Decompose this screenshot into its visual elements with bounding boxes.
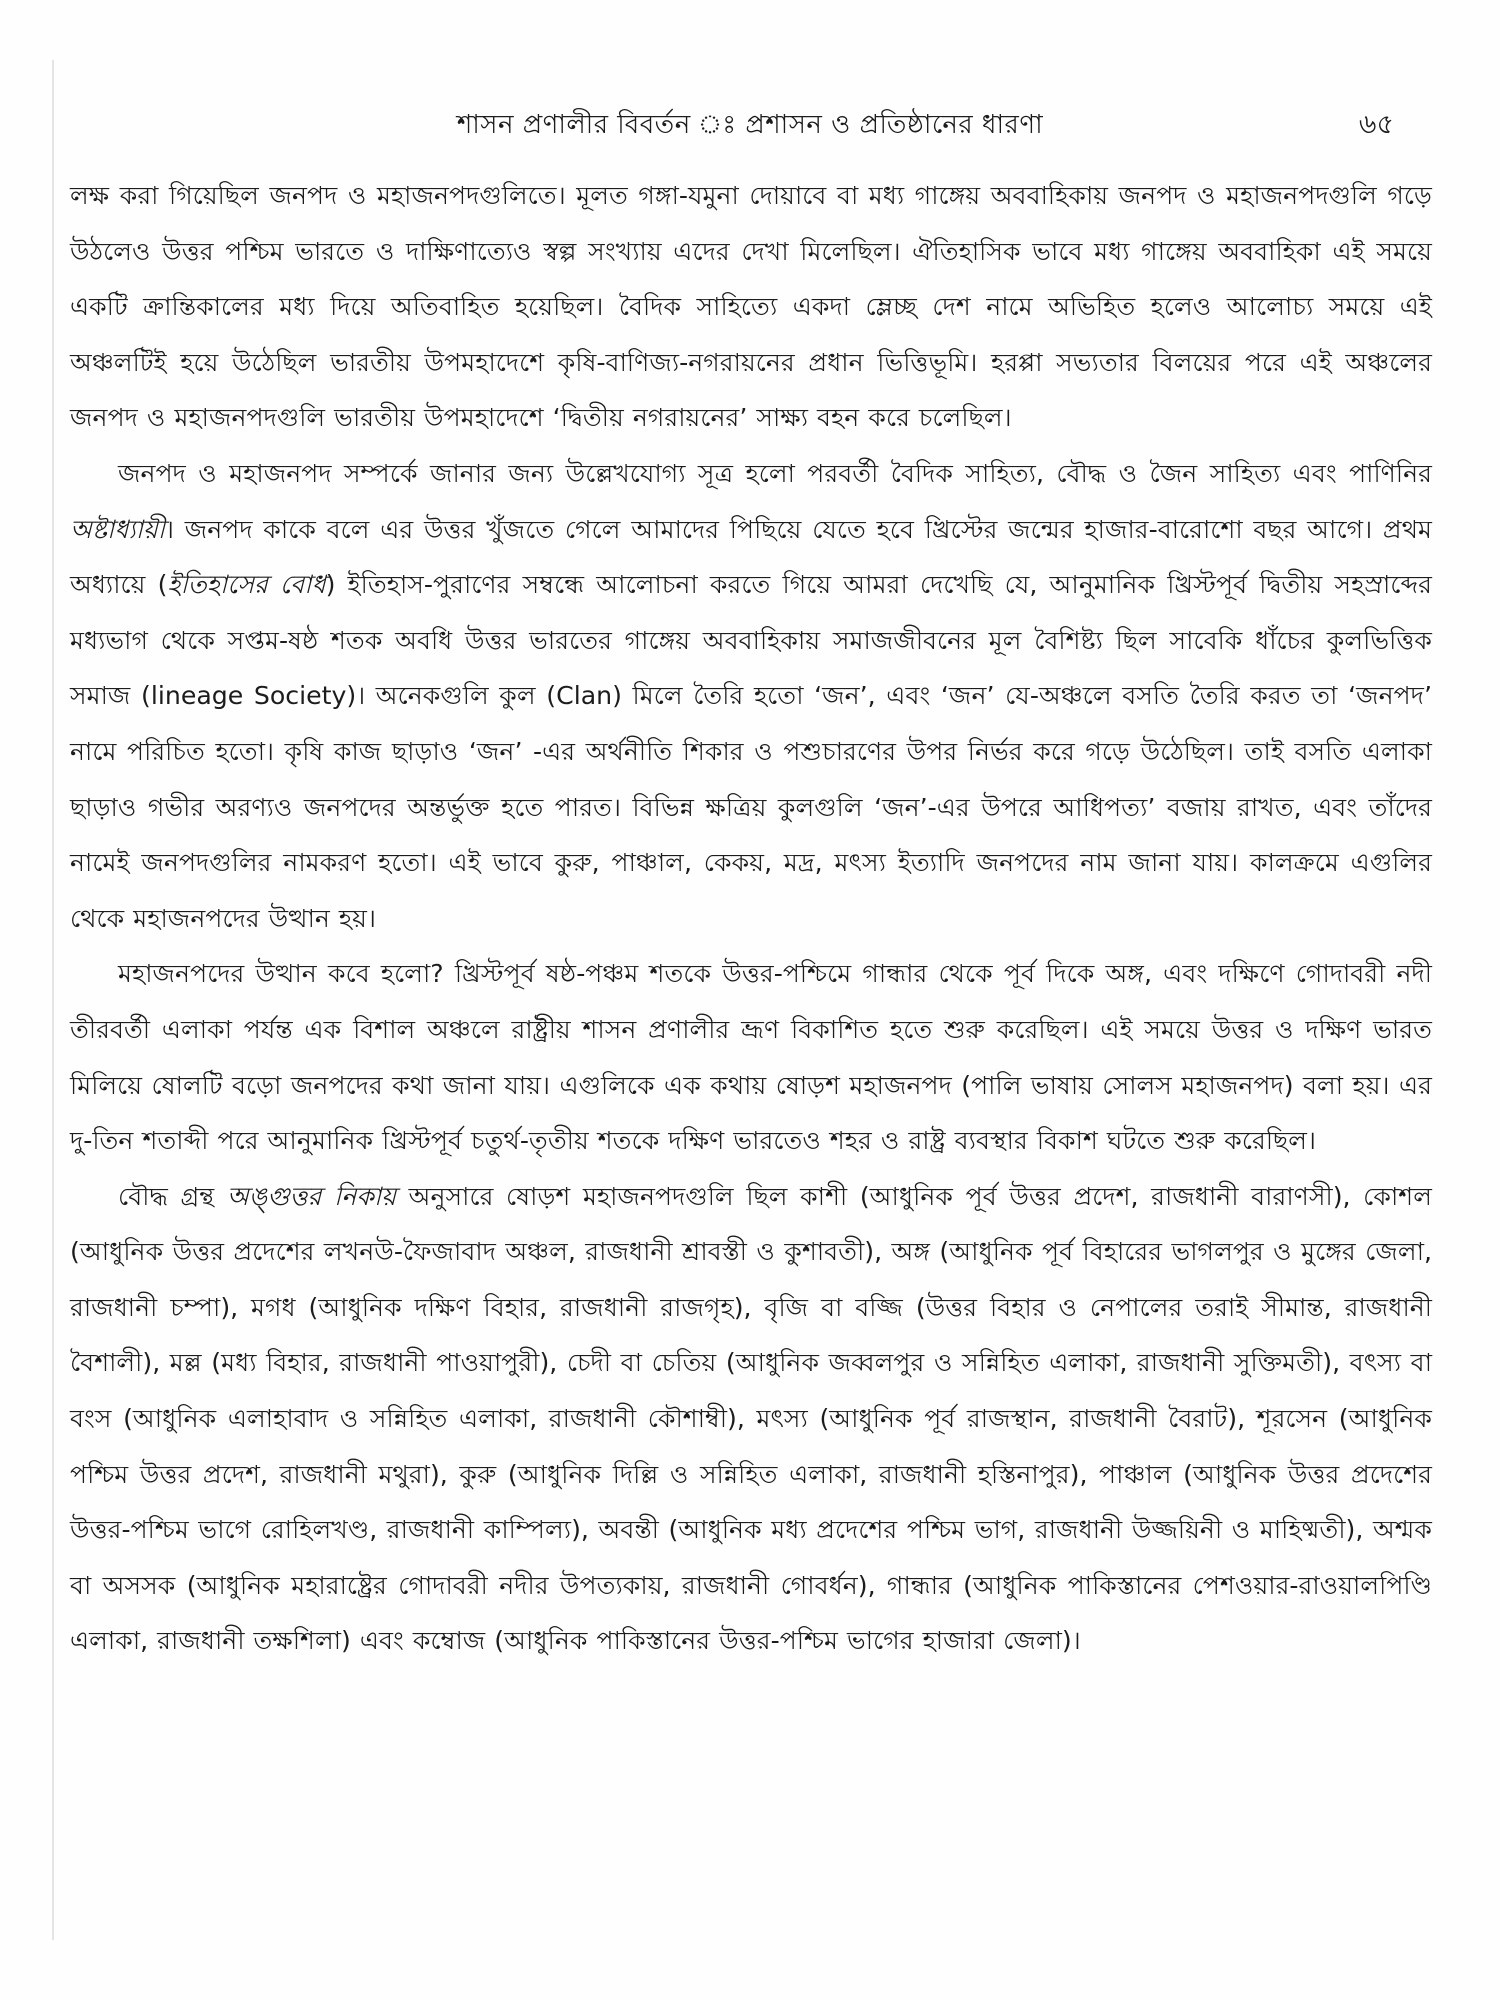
- body-text: [70, 168, 1432, 1669]
- book-title-anguttara-nikaya: অঙ্গুত্তর নিকায়: [226, 1181, 397, 1211]
- chapter-title: শাসন প্রণালীর বিবর্তন ঃ প্রশাসন ও প্রতিষ্ঠানের ধারণা: [456, 110, 1044, 140]
- paragraph-2: [70, 446, 1432, 946]
- page-number: ৬৫: [1358, 109, 1394, 140]
- paragraph-3: মহাজনপদের উত্থান কবে হলো? খ্রিস্টপূর্ব ষষ্ঠ-পঞ্চম শতকে উত্তর-পশ্চিমে গান্ধার থেকে পূর্ব দিকে অঙ্গ, এবং দক্ষিণে গোদাবরী নদী তীরবর্তী এলাকা পর্যন্ত এক বিশাল অঞ্চলে রাষ্ট্রীয় শাসন প্রণালীর ভ্রূণ বিকাশিত হতে শুরু করেছিল। এই সময়ে উত্তর ও দক্ষিণ ভারত মিলিয়ে ষোলটি বড়ো জনপদের কথা জানা যায়। এগুলিকে এক কথায় ষোড়শ মহাজনপদ (পালি ভাষায় সোলস মহাজনপদ) বলা হয়। এর দু-তিন শতাব্দী পরে আনুমানিক খ্রিস্টপূর্ব চতুর্থ-তৃতীয় শতকে দক্ষিণ ভারতেও শহর ও রাষ্ট্র ব্যবস্থার বিকাশ ঘটতে শুরু করেছিল।: [70, 959, 1432, 1156]
- paragraph-4-text-a: বৌদ্ধ গ্রন্থ: [118, 1181, 227, 1211]
- paragraph-2-text-a: জনপদ ও মহাজনপদ সম্পর্কে জানার জন্য উল্লেখযোগ্য সূত্র হলো পরবর্তী বৈদিক সাহিত্য, বৌদ্ধ ও জৈন সাহিত্য এবং পাণিনির: [118, 458, 1432, 488]
- paragraph-2-text-c: ) ইতিহাস-পুরাণের সম্বন্ধে আলোচনা করতে গিয়ে আমরা দেখেছি যে, আনুমানিক খ্রিস্টপূর্ব দ্বিতীয় সহস্রাব্দের মধ্যভাগ থেকে সপ্তম-ষষ্ঠ শতক অবধি উত্তর ভারতের গাঙ্গেয় অববাহিকায় সমাজজীবনের মূল বৈশিষ্ট্য ছিল সাবেকি ধাঁচের কুলভিত্তিক সমাজ (lineage Society)। অনেকগুলি কুল (Clan) মিলে তৈরি হতো ‘জন’, এবং ‘জন’ যে-অঞ্চলে বসতি তৈরি করত তা ‘জনপদ’ নামে পরিচিত হতো। কৃষি কাজ ছাড়াও ‘জন’ -এর অর্থনীতি শিকার ও পশুচারণের উপর নির্ভর করে গড়ে উঠেছিল। তাই বসতি এলাকা ছাড়াও গভীর অরণ্যও জনপদের অন্তর্ভুক্ত হতে পারত। বিভিন্ন ক্ষত্রিয় কুলগুলি ‘জন’-এর উপরে আধিপত্য’ বজায় রাখত, এবং তাঁদের নামেই জনপদগুলির নামকরণ হতো। এই ভাবে কুরু, পাঞ্চাল, কেকয়, মদ্র, মৎস্য ইত্যাদি জনপদের নাম জানা যায়। কালক্রমে এগুলির থেকে মহাজনপদের উত্থান হয়।: [70, 570, 1432, 933]
- book-title-ashtadhyayi: অষ্টাধ্যায়ী: [70, 514, 165, 544]
- paragraph-1: লক্ষ করা গিয়েছিল জনপদ ও মহাজনপদগুলিতে। মূলত গঙ্গা-যমুনা দোয়াবে বা মধ্য গাঙ্গেয় অববাহিকায় জনপদ ও মহাজনপদগুলি গড়ে উঠলেও উত্তর পশ্চিম ভারতে ও দাক্ষিণাত্যেও স্বল্প সংখ্যায় এদের দেখা মিলেছিল। ঐতিহাসিক ভাবে মধ্য গাঙ্গেয় অববাহিকা এই সময়ে একটি ক্রান্তিকালের মধ্য দিয়ে অতিবাহিত হয়েছিল। বৈদিক সাহিত্যে একদা ম্লেচ্ছ দেশ নামে অভিহিত হলেও আলোচ্য সময়ে এই অঞ্চলটিই হয়ে উঠেছিল ভারতীয় উপমহাদেশে কৃষি-বাণিজ্য-নগরায়নের প্রধান ভিত্তিভূমি। হরপ্পা সভ্যতার বিলয়ের পরে এই অঞ্চলের জনপদ ও মহাজনপদগুলি ভারতীয় উপমহাদেশে ‘দ্বিতীয় নগরায়নের’ সাক্ষ্য বহন করে চলেছিল।: [70, 181, 1432, 433]
- paragraph-4-text-b: অনুসারে ষোড়শ মহাজনপদগুলি ছিল কাশী (আধুনিক পূর্ব উত্তর প্রদেশ, রাজধানী বারাণসী), কোশল (আধুনিক উত্তর প্রদেশের লখনউ-ফৈজাবাদ অঞ্চল, রাজধানী শ্রাবস্তী ও কুশাবতী), অঙ্গ (আধুনিক পূর্ব বিহারের ভাগলপুর ও মুঙ্গের জেলা, রাজধানী চম্পা), মগধ (আধুনিক দক্ষিণ বিহার, রাজধানী রাজগৃহ), বৃজি বা বজ্জি (উত্তর বিহার ও নেপালের তরাই সীমান্ত, রাজধানী বৈশালী), মল্ল (মধ্য বিহার, রাজধানী পাওয়াপুরী), চেদী বা চেতিয় (আধুনিক জব্বলপুর ও সন্নিহিত এলাকা, রাজধানী সুক্তিমতী), বৎস্য বা বংস (আধুনিক এলাহাবাদ ও সন্নিহিত এলাকা, রাজধানী কৌশাম্বী), মৎস্য (আধুনিক পূর্ব রাজস্থান, রাজধানী বৈরাট), শূরসেন (আধুনিক পশ্চিম উত্তর প্রদেশ, রাজধানী মথুরা), কুরু (আধুনিক দিল্লি ও সন্নিহিত এলাকা, রাজধানী হস্তিনাপুর), পাঞ্চাল (আধুনিক উত্তর প্রদেশের উত্তর-পশ্চিম ভাগে রোহিলখণ্ড, রাজধানী কাম্পিল্য), অবন্তী (আধুনিক মধ্য প্রদেশের পশ্চিম ভাগ, রাজধানী উজ্জয়িনী ও মাহিষ্মতী), অশ্মক বা অসসক (আধুনিক মহারাষ্ট্রের গোদাবরী নদীর উপত্যকায়, রাজধানী গোবর্ধন), গান্ধার (আধুনিক পাকিস্তানের পেশওয়ার-রাওয়ালপিণ্ডি এলাকা, রাজধানী তক্ষশিলা) এবং কম্বোজ (আধুনিক পাকিস্তানের উত্তর-পশ্চিম ভাগের হাজারা জেলা)।: [70, 1181, 1432, 1656]
- running-head: [70, 104, 1430, 144]
- paragraph-4: [70, 1169, 1432, 1669]
- paragraph-2-text-b: । জনপদ কাকে বলে এর উত্তর খুঁজতে গেলে আমাদের পিছিয়ে যেতে হবে খ্রিস্টের জন্মের হাজার-বারোশো বছর আগে। প্রথম অধ্যায়ে (: [70, 514, 1432, 600]
- chapter-reference: ইতিহাসের বোধ: [167, 570, 326, 600]
